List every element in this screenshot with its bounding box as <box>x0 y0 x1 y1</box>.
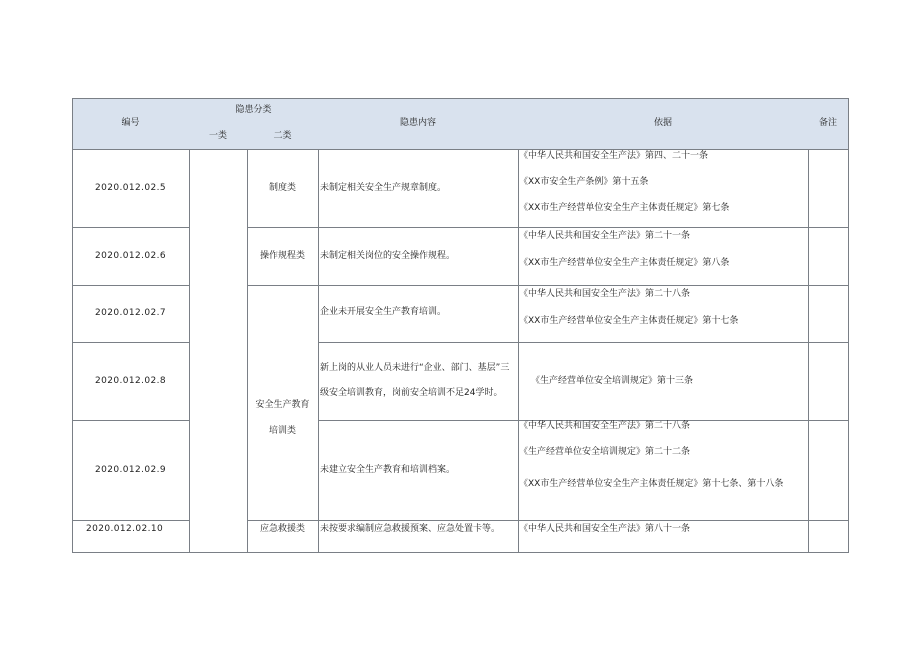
basis-ref: 《生产经营单位安全培训规定》第十三条 <box>531 375 694 386</box>
row-cat2: 应急救援类 <box>247 520 319 553</box>
basis-ref: 《XX市生产经营单位安全生产主体责任规定》第十七条 <box>519 316 739 326</box>
row-content: 未制定相关岗位的安全操作规程。 <box>318 227 519 286</box>
header-content: 隐患内容 <box>318 98 519 150</box>
row-remark <box>808 285 849 343</box>
training-cat2-label: 安全生产教育培训类 <box>255 399 310 436</box>
training-cat2 <box>247 285 319 521</box>
basis-ref: 《中华人民共和国安全生产法》第八十一条 <box>519 524 691 534</box>
row-remark <box>808 149 849 228</box>
row-basis <box>518 342 809 421</box>
row-remark <box>808 420 849 521</box>
cat1-cell <box>189 149 248 553</box>
basis-ref: 《中华人民共和国安全生产法》第四、二十一条 <box>519 151 709 161</box>
header-cat1: 一类 <box>189 123 248 150</box>
header-id: 编号 <box>72 98 190 150</box>
header-cat2: 二类 <box>247 123 319 150</box>
row-remark <box>808 520 849 553</box>
row-basis <box>518 420 809 521</box>
header-basis: 依据 <box>518 98 809 150</box>
row-id: 2020.012.02.5 <box>72 149 190 228</box>
row-basis <box>518 149 809 228</box>
basis-ref: 《XX市生产经营单位安全生产主体责任规定》第七条 <box>519 203 730 213</box>
row-cat2: 操作规程类 <box>247 227 319 286</box>
row-cat2: 制度类 <box>247 149 319 228</box>
row-content: 未建立安全生产教育和培训档案。 <box>318 420 519 521</box>
row-content: 未制定相关安全生产规章制度。 <box>318 149 519 228</box>
row-basis <box>518 227 809 286</box>
basis-ref: 《XX市安全生产条例》第十五条 <box>519 177 649 187</box>
row-id: 2020.012.02.9 <box>72 420 190 521</box>
basis-ref: 《XX市生产经营单位安全生产主体责任规定》第八条 <box>519 258 730 268</box>
row-remark <box>808 342 849 421</box>
row-id: 2020.012.02.7 <box>72 285 190 343</box>
row-content: 新上岗的从业人员未进行“企业、部门、基层”三级安全培训教育，岗前安全培训不足24学时。 <box>318 342 519 421</box>
row-basis <box>518 520 809 553</box>
row-id: 2020.012.02.8 <box>72 342 190 421</box>
header-category: 隐患分类 <box>189 98 319 124</box>
row-basis <box>518 285 809 343</box>
row-remark <box>808 227 849 286</box>
basis-ref: 《中华人民共和国安全生产法》第二十一条 <box>519 231 691 241</box>
basis-ref: 《中华人民共和国安全生产法》第二十八条 <box>519 421 691 431</box>
row-content: 企业未开展安全生产教育培训。 <box>318 285 519 343</box>
basis-ref: 《XX市生产经营单位安全生产主体责任规定》第十七条、第十八条 <box>519 479 784 489</box>
row-id: 2020.012.02.10 <box>72 520 190 553</box>
header-remark: 备注 <box>808 98 849 150</box>
row-id: 2020.012.02.6 <box>72 227 190 286</box>
basis-ref: 《中华人民共和国安全生产法》第二十八条 <box>519 289 691 299</box>
basis-ref: 《生产经营单位安全培训规定》第二十二条 <box>519 447 691 457</box>
row-content: 未按要求编制应急救援预案、应急处置卡等。 <box>318 520 519 553</box>
